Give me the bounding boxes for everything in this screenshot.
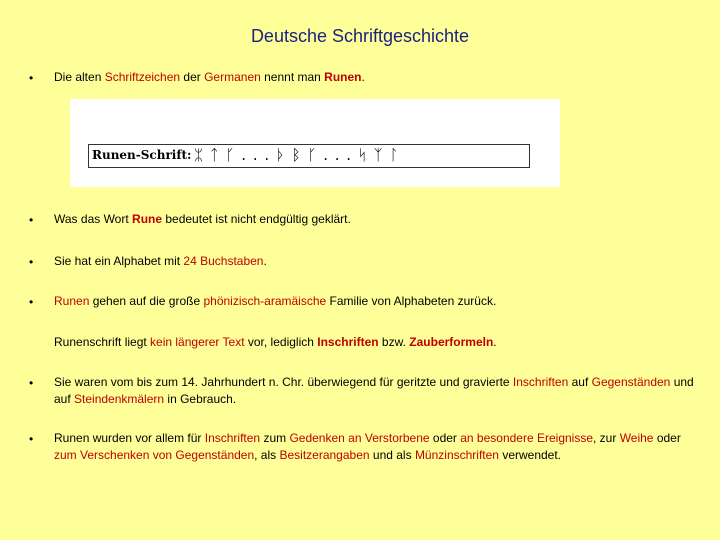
bullet-marker: •	[29, 213, 34, 227]
bullet-marker: •	[29, 255, 34, 269]
bullet-marker: •	[29, 432, 34, 446]
bullet-marker: •	[29, 295, 34, 309]
paragraph-inscriptions: Runenschrift liegt kein längerer Text vor, lediglich Inschriften bzw. Zauberformeln.	[54, 335, 497, 349]
paragraph-purposes: Runen wurden vor allem für Inschriften zum Gedenken an Verstorbene oder an besondere Ereignisse, zur Weihe oder zum Verschenken von Gegenständen, als Besitzerangaben und als Münzinschriften verwendet.	[54, 431, 681, 462]
bullet-marker: •	[29, 71, 34, 85]
paragraph-alphabet: Sie hat ein Alphabet mit 24 Buchstaben.	[54, 254, 267, 268]
rune-script-image	[70, 99, 560, 187]
rune-strip	[88, 144, 530, 168]
paragraph-word-rune: Was das Wort Rune bedeutet ist nicht endgültig geklärt.	[54, 212, 351, 226]
rune-characters: ᛯ ᛏ ᚴ . . . ᚦ ᛒ ᚴ . . . ᛋ ᛉ ᛚ	[194, 146, 400, 164]
paragraph-origin: Runen gehen auf die große phönizisch-aramäische Familie von Alphabeten zurück.	[54, 294, 497, 308]
page-title: Deutsche Schriftgeschichte	[250, 26, 470, 46]
paragraph-usage-period: Sie waren vom bis zum 14. Jahrhundert n. Chr. überwiegend für geritzte und gravierte Inschriften auf Gegenständen und auf Steindenkmälern in Gebrauch.	[54, 375, 694, 406]
paragraph-runes-intro: Die alten Schriftzeichen der Germanen nennt man Runen.	[54, 70, 365, 84]
rune-label: Runen-Schrift:	[92, 148, 192, 162]
bullet-marker: •	[29, 376, 34, 390]
